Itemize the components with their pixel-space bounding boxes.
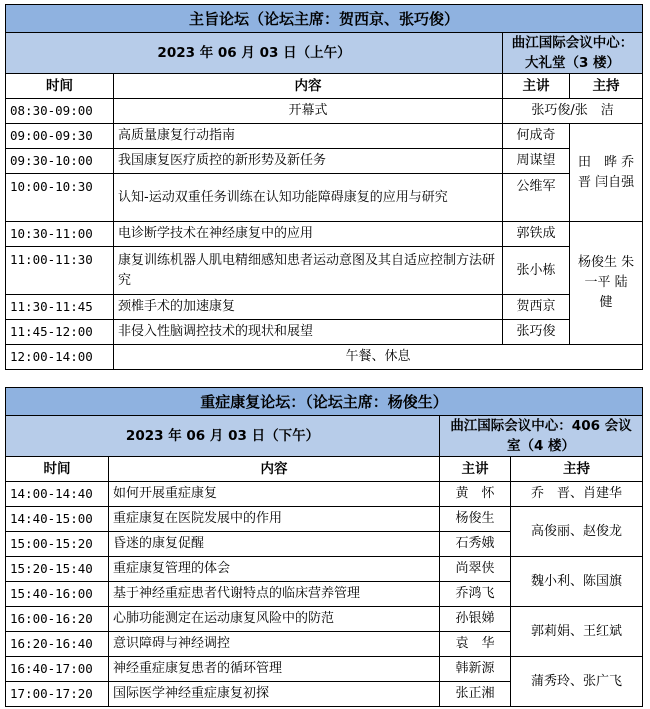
speaker-cell: 孙银娣: [440, 607, 511, 632]
time-cell: 17:00-17:20: [6, 682, 109, 707]
forum2-date: 2023 年 06 月 03 日（下午）: [6, 416, 440, 457]
content-cell: 开幕式: [114, 99, 503, 124]
forum1-date: 2023 年 06 月 03 日（上午）: [6, 33, 503, 74]
time-cell: 10:00-10:30: [6, 174, 114, 222]
content-cell: 国际医学神经重症康复初探: [109, 682, 440, 707]
host-cell: 乔 晋、肖建华: [511, 482, 643, 507]
speaker-cell: 公维军: [503, 174, 570, 222]
content-cell: 高质量康复行动指南: [114, 124, 503, 149]
time-cell: 11:45-12:00: [6, 320, 114, 345]
header-content: 内容: [114, 74, 503, 99]
table-row: [6, 149, 643, 174]
speaker-cell: 郭铁成: [503, 222, 570, 247]
content-cell: 如何开展重症康复: [109, 482, 440, 507]
time-cell: 14:00-14:40: [6, 482, 109, 507]
speaker-cell: 杨俊生: [440, 507, 511, 532]
forum1-table: [5, 4, 648, 370]
time-cell: 16:00-16:20: [6, 607, 109, 632]
header-host: 主持: [570, 74, 643, 99]
content-cell: 心肺功能测定在运动康复风险中的防范: [109, 607, 440, 632]
speaker-cell: 张正湘: [440, 682, 511, 707]
content-cell: 重症康复在医院发展中的作用: [109, 507, 440, 532]
time-cell: 15:00-15:20: [6, 532, 109, 557]
table-row: [6, 482, 643, 507]
forum1-venue: 曲江国际会议中心：大礼堂（3 楼）: [503, 33, 643, 74]
content-cell: 神经重症康复患者的循环管理: [109, 657, 440, 682]
time-cell: 16:20-16:40: [6, 632, 109, 657]
forum2-title: 重症康复论坛：（论坛主席：杨俊生）: [6, 388, 643, 416]
host-cell: 蒲秀玲、张广飞: [511, 657, 643, 707]
content-cell: 午餐、休息: [114, 345, 643, 370]
speaker-cell: 韩新源: [440, 657, 511, 682]
content-cell: 颈椎手术的加速康复: [114, 295, 503, 320]
time-cell: 10:30-11:00: [6, 222, 114, 247]
speaker-cell: 黄 怀: [440, 482, 511, 507]
speaker-cell: 张巧俊/张 洁: [503, 99, 643, 124]
forum2-table: [5, 387, 643, 707]
host-cell: 田 晔 乔 晋 闫自强: [570, 124, 643, 222]
speaker-cell: 周谋望: [503, 149, 570, 174]
table-row: [6, 657, 643, 682]
table-row: [6, 99, 643, 124]
content-cell: 我国康复医疗质控的新形势及新任务: [114, 149, 503, 174]
time-cell: 08:30-09:00: [6, 99, 114, 124]
header-speaker: 主讲: [440, 457, 511, 482]
table-row: [6, 345, 643, 370]
speaker-cell: 袁 华: [440, 632, 511, 657]
table-row: [6, 295, 643, 320]
content-cell: 重症康复管理的体会: [109, 557, 440, 582]
speaker-cell: 何成奇: [503, 124, 570, 149]
content-cell: 非侵入性脑调控技术的现状和展望: [114, 320, 503, 345]
table-row: [6, 174, 643, 222]
content-cell: 意识障碍与神经调控: [109, 632, 440, 657]
content-cell: 电诊断学技术在神经康复中的应用: [114, 222, 503, 247]
time-cell: 16:40-17:00: [6, 657, 109, 682]
header-time: 时间: [6, 74, 114, 99]
content-cell: 康复训练机器人肌电精细感知患者运动意图及其自适应控制方法研究: [114, 247, 503, 295]
time-cell: 11:00-11:30: [6, 247, 114, 295]
table-row: [6, 247, 643, 295]
table-row: [6, 507, 643, 532]
speaker-cell: 张巧俊: [503, 320, 570, 345]
forum1-title: 主旨论坛（论坛主席：贺西京、张巧俊）: [6, 5, 643, 33]
header-content: 内容: [109, 457, 440, 482]
table-row: [6, 124, 643, 149]
speaker-cell: 乔鸿飞: [440, 582, 511, 607]
time-cell: 12:00-14:00: [6, 345, 114, 370]
time-cell: 09:00-09:30: [6, 124, 114, 149]
time-cell: 11:30-11:45: [6, 295, 114, 320]
time-cell: 09:30-10:00: [6, 149, 114, 174]
content-cell: 认知-运动双重任务训练在认知功能障碍康复的应用与研究: [114, 174, 503, 222]
host-cell: 高俊丽、赵俊龙: [511, 507, 643, 557]
header-speaker: 主讲: [503, 74, 570, 99]
speaker-cell: 石秀娥: [440, 532, 511, 557]
table-row: [6, 320, 643, 345]
host-cell: 郭莉娟、王红斌: [511, 607, 643, 657]
host-cell: 魏小利、陈国旗: [511, 557, 643, 607]
table-row: [6, 557, 643, 582]
forum2-venue: 曲江国际会议中心：406 会议室（4 楼）: [440, 416, 643, 457]
content-cell: 昏迷的康复促醒: [109, 532, 440, 557]
time-cell: 15:40-16:00: [6, 582, 109, 607]
speaker-cell: 贺西京: [503, 295, 570, 320]
header-host: 主持: [511, 457, 643, 482]
content-cell: 基于神经重症患者代谢特点的临床营养管理: [109, 582, 440, 607]
header-time: 时间: [6, 457, 109, 482]
host-cell: 杨俊生 朱一平 陆 健: [570, 222, 643, 345]
table-row: [6, 222, 643, 247]
time-cell: 14:40-15:00: [6, 507, 109, 532]
table-row: [6, 607, 643, 632]
speaker-cell: 张小栋: [503, 247, 570, 295]
time-cell: 15:20-15:40: [6, 557, 109, 582]
speaker-cell: 尚翠侠: [440, 557, 511, 582]
